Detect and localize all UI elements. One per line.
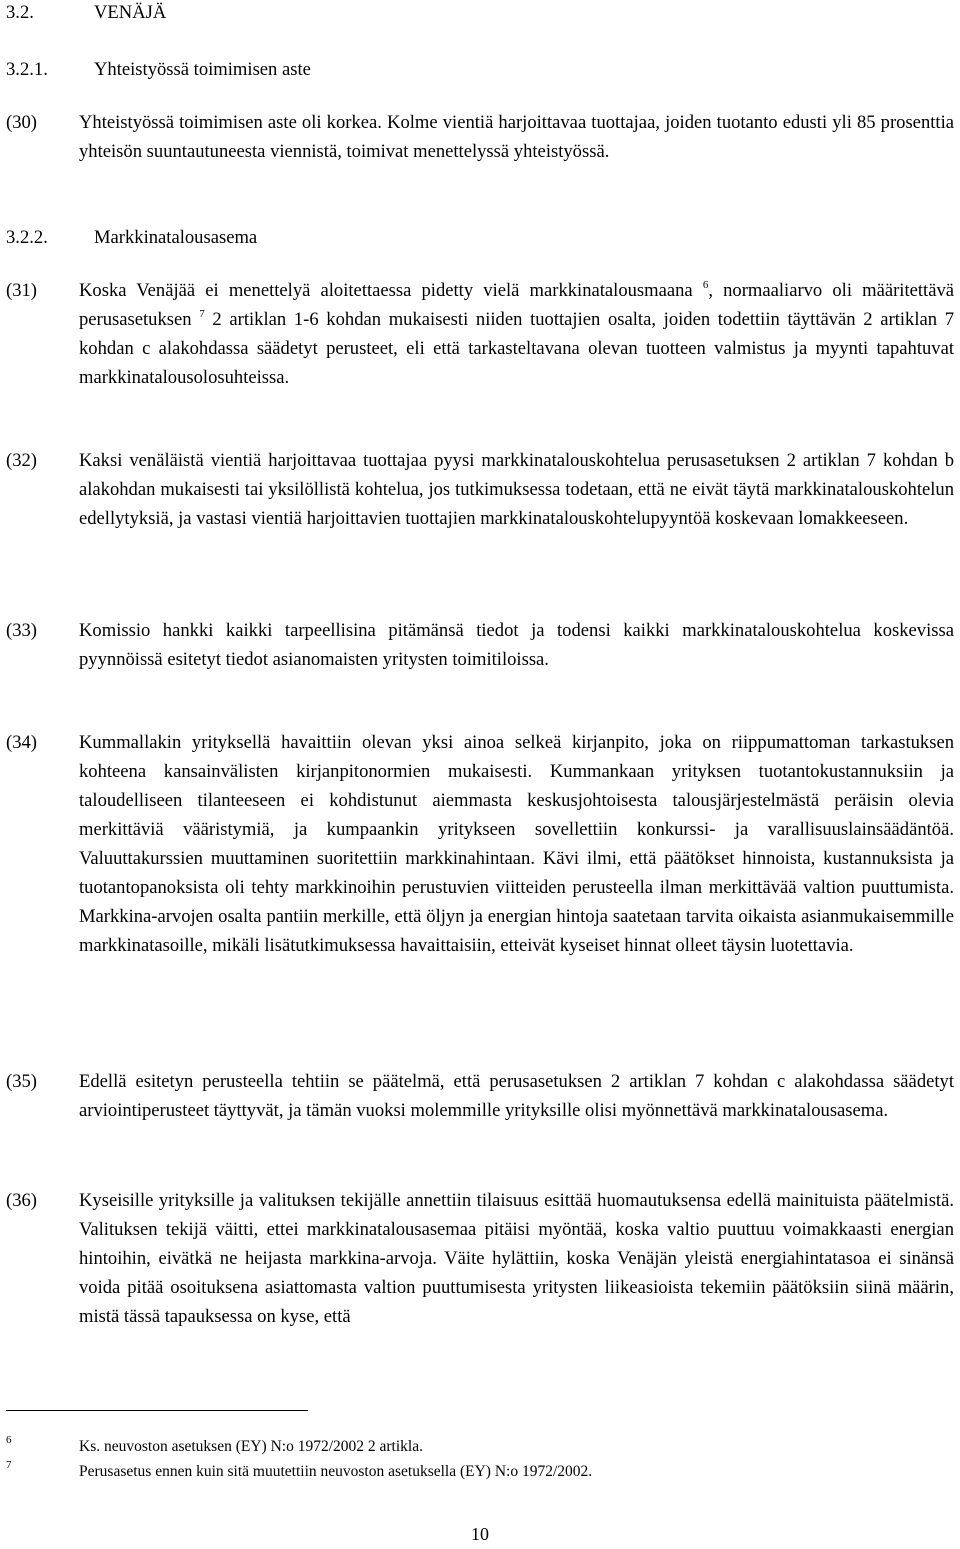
paragraph-31 [6, 276, 954, 392]
section-heading [6, 2, 166, 24]
paragraph-30 [6, 108, 954, 166]
subsection-title: Yhteistyössä toimimisen aste [94, 59, 311, 80]
paragraph-number: (35) [6, 1071, 37, 1092]
paragraph-text-part: 2 artiklan 1-6 kohdan mukaisesti niiden tuottajien osalta, joiden todettiin täyttävän 2 artiklan 7 kohdan c alakohdassa säädetyt perusteet, eli että tarkasteltavana olevan tuotteen valmistus ja myynti tapahtuvat markkinatalousolosuhteissa. [79, 309, 955, 388]
subsection-title: Markkinatalousasema [94, 227, 258, 248]
paragraph-number: (31) [6, 280, 37, 301]
footnote-number: 6 [6, 1434, 12, 1446]
paragraph-text: Edellä esitetyn perusteella tehtiin se päätelmä, että perusasetuksen 2 artiklan 7 kohdan c alakohdassa säädetyt arviointiperusteet täyttyvät, ja tämän vuoksi molemmille yrityksille olisi myönnettävä markkinatalousasema. [79, 1071, 954, 1121]
paragraph-text: Kyseisille yrityksille ja valituksen tekijälle annettiin tilaisuus esittää huomautuksensa edellä mainituista päätelmistä. Valituksen tekijä väitti, ettei markkinatalousasemaa pitäisi myöntää, koska valtio puuttuu voimakkaasti energian hintoihin, eivätkä ne heijasta markkina-arvoja. Väite hylättiin, koska Venäjän yleistä energiahintatasoa ei sinänsä voida pitää osoituksena asiattomasta valtion puuttumisesta yritysten liikeasioista tekemiin päätöksiin siinä määrin, mistä tässä tapauksessa on kyse, että [79, 1190, 954, 1327]
paragraph-number: (32) [6, 450, 37, 471]
footnote-divider [6, 1410, 308, 1411]
paragraph-36 [6, 1186, 954, 1331]
footnote-text: Ks. neuvoston asetuksen (EY) N:o 1972/2002 2 artikla. [79, 1438, 423, 1455]
paragraph-text: Komissio hankki kaikki tarpeellisina pitämänsä tiedot ja todensi kaikki markkinatalouskohtelua koskevissa pyynnöissä esitetyt tiedot asianomaisten yritysten toimitiloissa. [79, 620, 954, 670]
section-title: VENÄJÄ [94, 2, 167, 23]
paragraph-number: (30) [6, 112, 37, 133]
paragraph-number: (34) [6, 732, 37, 753]
subsection-heading [6, 59, 311, 81]
paragraph-33 [6, 616, 954, 674]
subsection-number: 3.2.2. [6, 227, 48, 248]
paragraph-35 [6, 1067, 954, 1125]
paragraph-text: Kaksi venäläistä vientiä harjoittavaa tuottajaa pyysi markkinatalouskohtelua perusasetuksen 2 artiklan 7 kohdan b alakohdan mukaisesti tai yksilöllistä kohtelua, jos tutkimuksessa todetaan, että ne eivät täytä markkinatalouskohtelun edellytyksiä, ja vastasi vientiä harjoittavien tuottajien markkinatalouskohtelupyyntöä koskevaan lomakkeeseen. [79, 450, 954, 529]
paragraph-text-part: , normaaliarvo oli määritettävä perusasetuksen [79, 280, 954, 330]
paragraph-text [79, 276, 954, 392]
paragraph-34 [6, 728, 954, 960]
footnote-ref-6: 6 [702, 278, 709, 291]
paragraph-text: Kummallakin yrityksellä havaittiin olevan yksi ainoa selkeä kirjanpito, joka on riippumattoman tarkastuksen kohteena kansainvälisten kirjanpitonormien mukaisesti. Kummankaan yrityksen tuotantokustannuksiin ja taloudelliseen tilanteeseen ei kohdistunut aiemmasta keskusjohtoisesta talousjärjestelmästä peräisin olevia merkittäviä vääristymiä, ja kumpaankin yritykseen sovellettiin konkurssi- ja varallisuuslainsäädäntöä. Valuuttakurssien muuttaminen suoritettiin markkinahintaan. Kävi ilmi, että päätökset hinnoista, kustannuksista ja tuotantopanoksista oli tehty markkinoihin perustuvien viitteiden perusteella ilman merkittävää valtion puuttumista. Markkina-arvojen osalta pantiin merkille, että öljyn ja energian hintoja saatetaan tarvita oikaista asianmukaisemmille markkinatasoille, mikäli lisätutkimuksessa havaittaisiin, etteivät kyseiset hinnat olleet täysin luotettavia. [79, 732, 954, 956]
page-number: 10 [471, 1524, 489, 1544]
subsection-heading [6, 227, 257, 249]
paragraph-number: (36) [6, 1190, 37, 1211]
footnote-6 [6, 1434, 423, 1456]
paragraph-text-part: Koska Venäjää ei menettelyä aloitettaessa pidetty vielä markkinatalousmaana [79, 280, 693, 301]
paragraph-32 [6, 446, 954, 533]
section-number: 3.2. [6, 2, 34, 23]
paragraph-number: (33) [6, 620, 37, 641]
footnote-7 [6, 1459, 593, 1481]
paragraph-text: Yhteistyössä toimimisen aste oli korkea. Kolme vientiä harjoittavaa tuottajaa, joiden tuotanto edusti yli 85 prosenttia yhteisön suuntautuneesta viennistä, toimivat menettelyssä yhteistyössä. [79, 112, 954, 162]
footnote-ref-7: 7 [199, 307, 205, 320]
footnote-number: 7 [6, 1459, 12, 1471]
footnote-text: Perusasetus ennen kuin sitä muutettiin neuvoston asetuksella (EY) N:o 1972/2002. [79, 1463, 593, 1480]
subsection-number: 3.2.1. [6, 59, 48, 80]
